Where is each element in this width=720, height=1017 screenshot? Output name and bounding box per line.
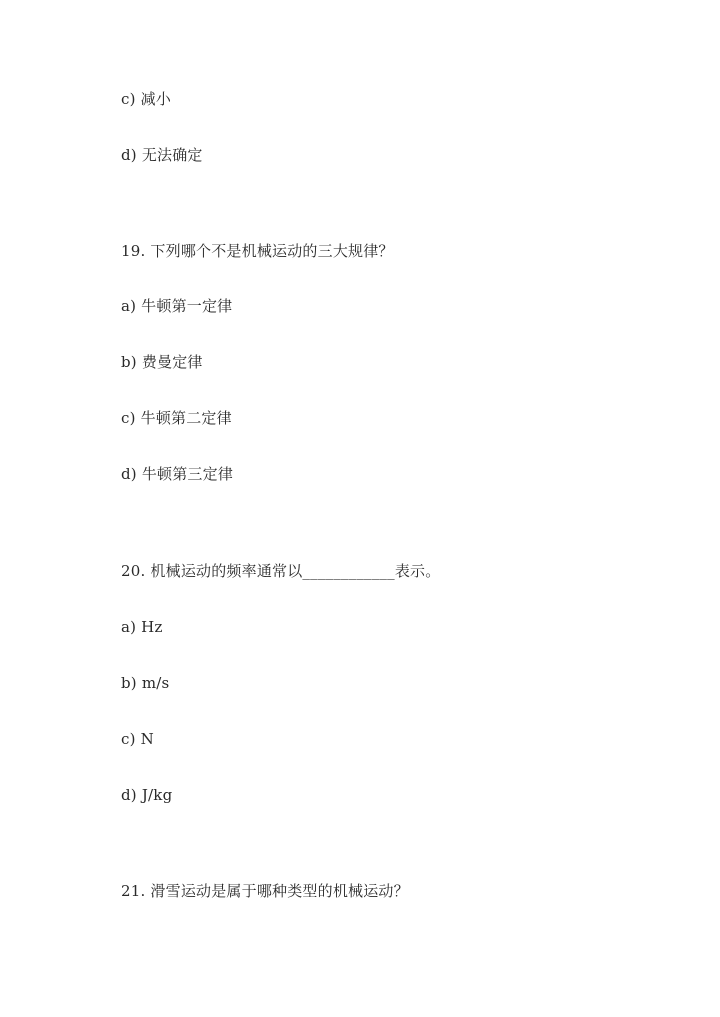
q20-option-c: c) N [121, 730, 154, 748]
q20-option-d: d) J/kg [121, 786, 173, 804]
q19-option-c: c) 牛顿第二定律 [121, 409, 232, 427]
q18-option-d: d) 无法确定 [121, 146, 203, 164]
q19-question: 19. 下列哪个不是机械运动的三大规律？ [121, 242, 394, 260]
q21-question: 21. 滑雪运动是属于哪种类型的机械运动？ [121, 882, 409, 900]
q18-option-c: c) 减小 [121, 90, 172, 108]
q19-option-a: a) 牛顿第一定律 [121, 297, 233, 315]
q20-option-b: b) m/s [121, 674, 170, 692]
q19-option-b: b) 费曼定律 [121, 353, 203, 371]
q20-question: 20. 机械运动的频率通常以____________表示。 [121, 562, 441, 580]
q20-option-a: a) Hz [121, 618, 163, 636]
q19-option-d: d) 牛顿第三定律 [121, 465, 234, 483]
